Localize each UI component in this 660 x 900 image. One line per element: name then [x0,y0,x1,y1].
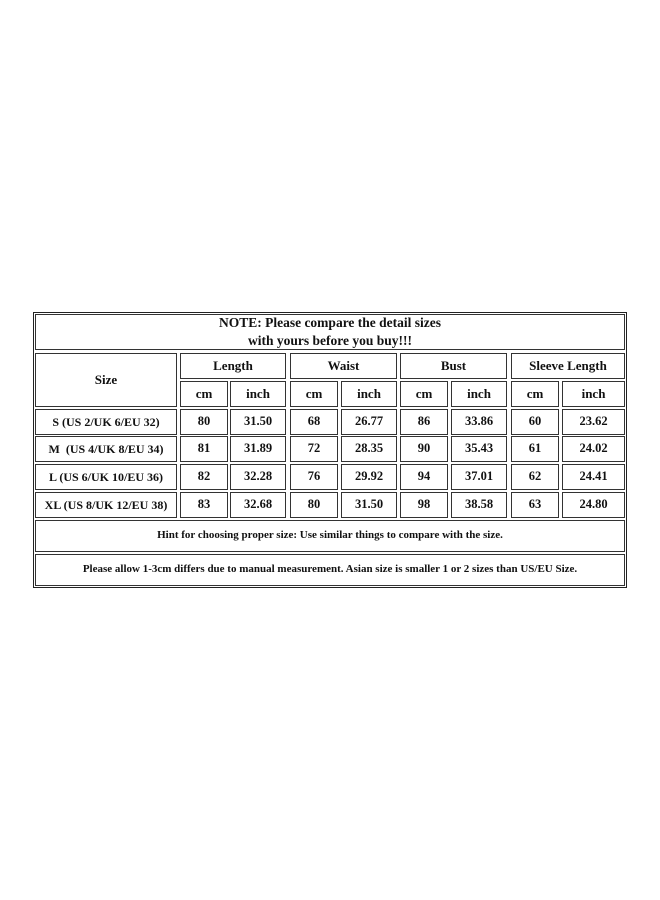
table-cell: 35.43 [451,436,507,462]
size-header: Size [35,353,177,407]
bust-inch-header: inch [451,381,507,407]
waist-header: Waist [290,353,397,379]
table-cell: 63 [511,492,559,518]
table-cell: 98 [400,492,448,518]
size-label-s: S (US 2/UK 6/EU 32) [35,409,177,435]
table-cell: 29.92 [341,464,397,490]
table-cell: 31.89 [230,436,286,462]
length-header: Length [180,353,286,379]
size-label-m: M (US 4/UK 8/EU 34) [35,436,177,462]
table-cell: 28.35 [341,436,397,462]
table-cell: 76 [290,464,338,490]
waist-cm-header: cm [290,381,338,407]
sleeve-length-header: Sleeve Length [511,353,625,379]
size-label-l: L (US 6/UK 10/EU 36) [35,464,177,490]
bust-header: Bust [400,353,507,379]
waist-inch-header: inch [341,381,397,407]
table-cell: 24.80 [562,492,625,518]
table-cell: 62 [511,464,559,490]
table-cell: 94 [400,464,448,490]
table-cell: 32.68 [230,492,286,518]
table-cell: 60 [511,409,559,435]
table-cell: 38.58 [451,492,507,518]
length-inch-header: inch [230,381,286,407]
table-cell: 68 [290,409,338,435]
table-cell: 72 [290,436,338,462]
table-cell: 24.41 [562,464,625,490]
note-line-1: NOTE: Please compare the detail sizes [218,315,442,331]
table-cell: 80 [290,492,338,518]
table-cell: 37.01 [451,464,507,490]
hint-text: Hint for choosing proper size: Use similar things to compare with the size. [35,520,625,552]
table-cell: 32.28 [230,464,286,490]
sleeve-inch-header: inch [562,381,625,407]
table-cell: 31.50 [341,492,397,518]
table-cell: 23.62 [562,409,625,435]
size-label-xl: XL (US 8/UK 12/EU 38) [35,492,177,518]
table-cell: 61 [511,436,559,462]
table-cell: 81 [180,436,228,462]
table-cell: 82 [180,464,228,490]
size-chart [33,312,627,588]
note-banner [35,314,625,350]
table-cell: 86 [400,409,448,435]
length-cm-header: cm [180,381,228,407]
table-cell: 90 [400,436,448,462]
bust-cm-header: cm [400,381,448,407]
note-line-2: with yours before you buy!!! [247,333,412,348]
footer-note: Please allow 1-3cm differs due to manual measurement. Asian size is smaller 1 or 2 sizes than US/EU Size. [35,554,625,586]
table-cell: 31.50 [230,409,286,435]
table-cell: 83 [180,492,228,518]
table-cell: 33.86 [451,409,507,435]
table-cell: 26.77 [341,409,397,435]
table-cell: 80 [180,409,228,435]
table-cell: 24.02 [562,436,625,462]
sleeve-cm-header: cm [511,381,559,407]
